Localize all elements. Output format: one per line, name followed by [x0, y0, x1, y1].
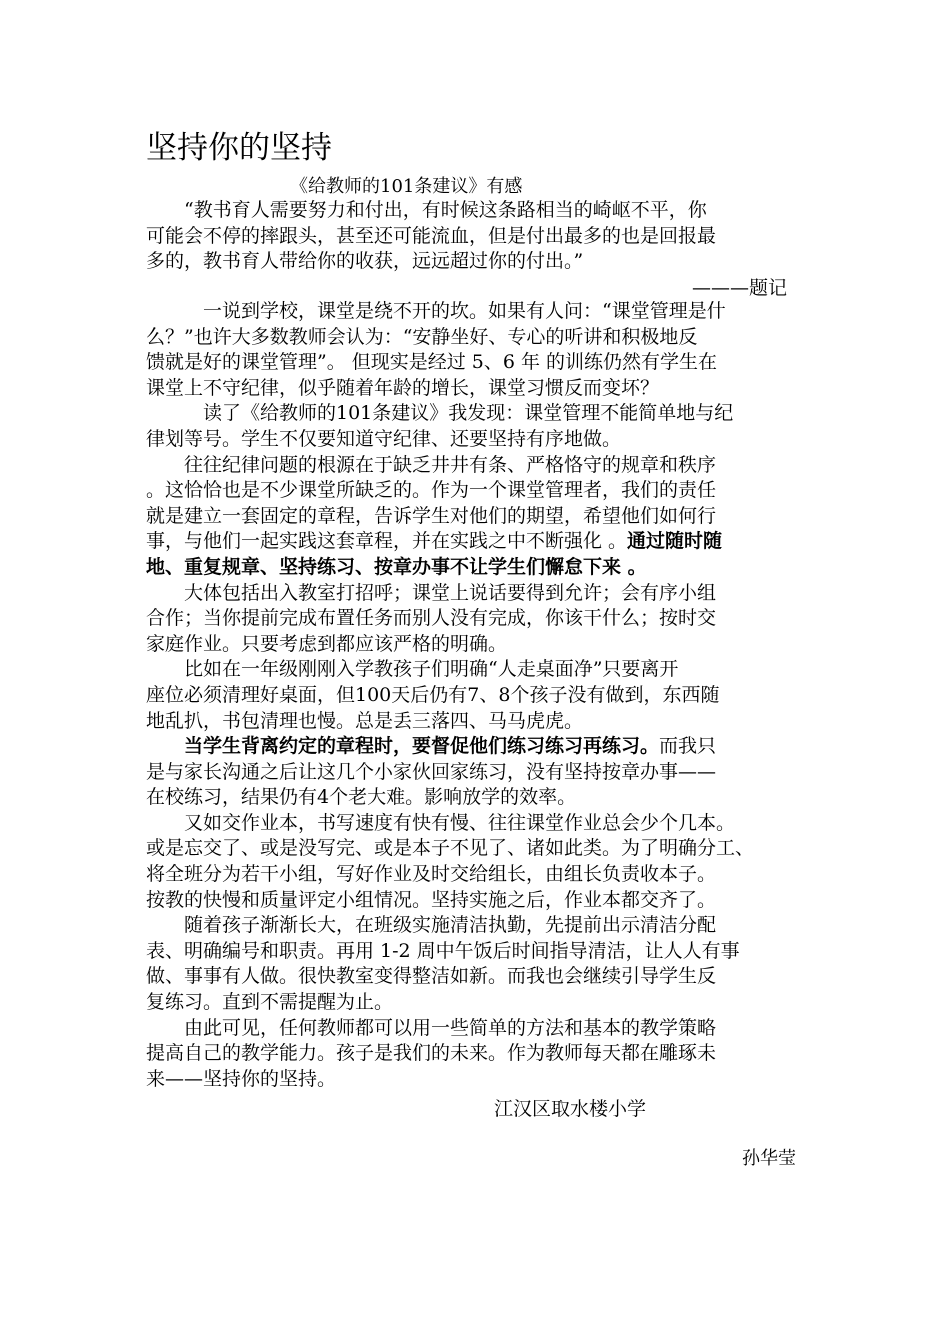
paragraph-text: 往往纪律问题的根源在于缺乏井井有条、严格恪守的规章和秩序: [146, 453, 717, 476]
emphasized-text: 通过随时随: [627, 530, 723, 553]
paragraph-line: [146, 581, 810, 607]
paragraph-text: 座位必须清理好桌面，但100天后仍有7、8个孩子没有做到，东西随: [146, 683, 720, 706]
paragraph-line: [146, 299, 810, 325]
epigraph: [146, 198, 810, 275]
paragraph-line: [146, 964, 810, 990]
author-name: 孙华莹: [742, 1148, 796, 1169]
paragraph-line: [146, 939, 810, 965]
paragraph-line: [146, 632, 810, 658]
paragraph-line: [146, 657, 810, 683]
paragraph-text: 地乱扒，书包清理也慢。总是丢三落四、马马虎虎。: [146, 709, 584, 732]
paragraph-line: [146, 555, 810, 581]
paragraph-line: [146, 376, 810, 402]
paragraph-line: [146, 1067, 810, 1093]
paragraph-line: [146, 427, 810, 453]
epigraph-line: “教书育人需要努力和付出，有时候这条路相当的崎岖不平，你: [146, 199, 707, 221]
article-paragraph: [146, 299, 810, 401]
paragraph-line: [146, 709, 810, 735]
paragraph-text: 律划等号。学生不仅要知道守纪律、还要坚持有序地做。: [146, 427, 622, 450]
epigraph-signature: ———题记: [692, 277, 788, 299]
paragraph-line: [146, 862, 810, 888]
paragraph-line: [146, 683, 810, 709]
paragraph-text: 合作；当你提前完成布置任务而别人没有完成，你该干什么；按时交: [146, 607, 717, 630]
school-name: 江汉区取水楼小学: [494, 1098, 647, 1120]
article-paragraph: [146, 401, 810, 452]
paragraph-text: 就是建立一套固定的章程，告诉学生对他们的期望，希望他们如何行: [146, 504, 717, 527]
paragraph-line: [146, 888, 810, 914]
paragraph-line: [146, 478, 810, 504]
paragraph-line: [146, 913, 810, 939]
paragraph-line: [146, 504, 810, 530]
emphasized-text: 当学生背离约定的章程时，要督促他们练习练习再练习。: [184, 735, 660, 758]
paragraph-line: [146, 529, 810, 555]
paragraph-text: 提高自己的教学能力。孩子是我们的未来。作为教师每天都在雕琢未: [146, 1042, 717, 1065]
paragraph-text: 课堂上不守纪律，似乎随着年龄的增长，课堂习惯反而变坏？: [146, 376, 660, 399]
article-paragraph: [146, 657, 810, 734]
paragraph-line: [146, 1016, 810, 1042]
paragraph-text: 做、事事有人做。很快教室变得整洁如新。而我也会继续引导学生反: [146, 965, 717, 988]
paragraph-text: 比如在一年级刚刚入学教孩子们明确“人走桌面净”只要离开: [146, 658, 679, 681]
paragraph-text: 大体包括出入教室打招呼；课堂上说话要得到允许；会有序小组: [146, 581, 717, 604]
paragraph-text: 或是忘交了、或是没写完、或是本子不见了、诸如此类。为了明确分工、: [146, 837, 755, 860]
document-title: 坚持你的坚持: [146, 130, 332, 166]
article-paragraph: [146, 453, 810, 581]
paragraph-text: 馈就是好的课堂管理”。 但现实是经过 5、6 年 的训练仍然有学生在: [146, 351, 718, 374]
article-body: [146, 299, 810, 1092]
paragraph-text: 家庭作业。只要考虑到都应该严格的明确。: [146, 632, 508, 655]
paragraph-text: 复练习。直到不需提醒为止。: [146, 991, 394, 1014]
paragraph-text: 么？”也许大多数教师会认为：“安静坐好、专心的听讲和积极地反: [146, 325, 698, 348]
document-subtitle: 《给教师的101条建议》有感: [290, 176, 523, 197]
epigraph-line: 可能会不停的摔跟头，甚至还可能流血，但是付出最多的也是回报最: [146, 224, 717, 247]
paragraph-line: [146, 836, 810, 862]
paragraph-text: 按教的快慢和质量评定小组情况。坚持实施之后，作业本都交齐了。: [146, 888, 717, 911]
paragraph-line: [146, 760, 810, 786]
paragraph-text: 来——坚持你的坚持。: [146, 1067, 337, 1090]
paragraph-line: [146, 785, 810, 811]
paragraph-text: 由此可见，任何教师都可以用一些简单的方法和基本的教学策略: [146, 1016, 717, 1039]
paragraph-line: [146, 811, 810, 837]
paragraph-text: 而我只: [659, 735, 717, 758]
paragraph-line: [146, 990, 810, 1016]
paragraph-line: [146, 453, 810, 479]
paragraph-text: 又如交作业本，书写速度有快有慢、往往课堂作业总会少个几本。: [146, 811, 736, 834]
paragraph-text: 事，与他们一起实践这套章程，并在实践之中不断强化 。: [146, 530, 628, 553]
article-paragraph: [146, 734, 810, 811]
paragraph-text: [146, 735, 184, 757]
paragraph-text: 是与家长沟通之后让这几个小家伙回家练习，没有坚持按章办事——: [146, 760, 717, 783]
paragraph-text: 随着孩子渐渐长大，在班级实施清洁执勤，先提前出示清洁分配: [146, 914, 717, 937]
article-paragraph: [146, 811, 810, 913]
paragraph-text: 表、明确编号和职责。再用 1-2 周中午饭后时间指导清洁，让人人有事: [146, 939, 740, 962]
paragraph-text: 在校练习，结果仍有4个老大难。影响放学的效率。: [146, 786, 577, 809]
article-paragraph: [146, 1016, 810, 1093]
paragraph-line: [146, 734, 810, 760]
paragraph-text: 一说到学校，课堂是绕不开的坎。如果有人问：“课堂管理是什: [146, 300, 726, 322]
paragraph-line: [146, 325, 810, 351]
paragraph-text: 。这恰恰也是不少课堂所缺乏的。作为一个课堂管理者，我们的责任: [146, 479, 717, 502]
paragraph-line: [146, 401, 810, 427]
paragraph-line: [146, 350, 810, 376]
paragraph-text: 将全班分为若干小组，写好作业及时交给组长，由组长负责收本子。: [146, 863, 717, 886]
article-paragraph: [146, 581, 810, 658]
article-paragraph: [146, 913, 810, 1015]
emphasized-text: 地、重复规章、坚持练习、按章办事不让学生们懈怠下来 。: [146, 555, 647, 578]
paragraph-text: 读了《给教师的101条建议》我发现：课堂管理不能简单地与纪: [146, 402, 734, 425]
epigraph-line: 多的，教书育人带给你的收获，远远超过你的付出。”: [146, 250, 584, 273]
paragraph-line: [146, 1041, 810, 1067]
paragraph-line: [146, 606, 810, 632]
